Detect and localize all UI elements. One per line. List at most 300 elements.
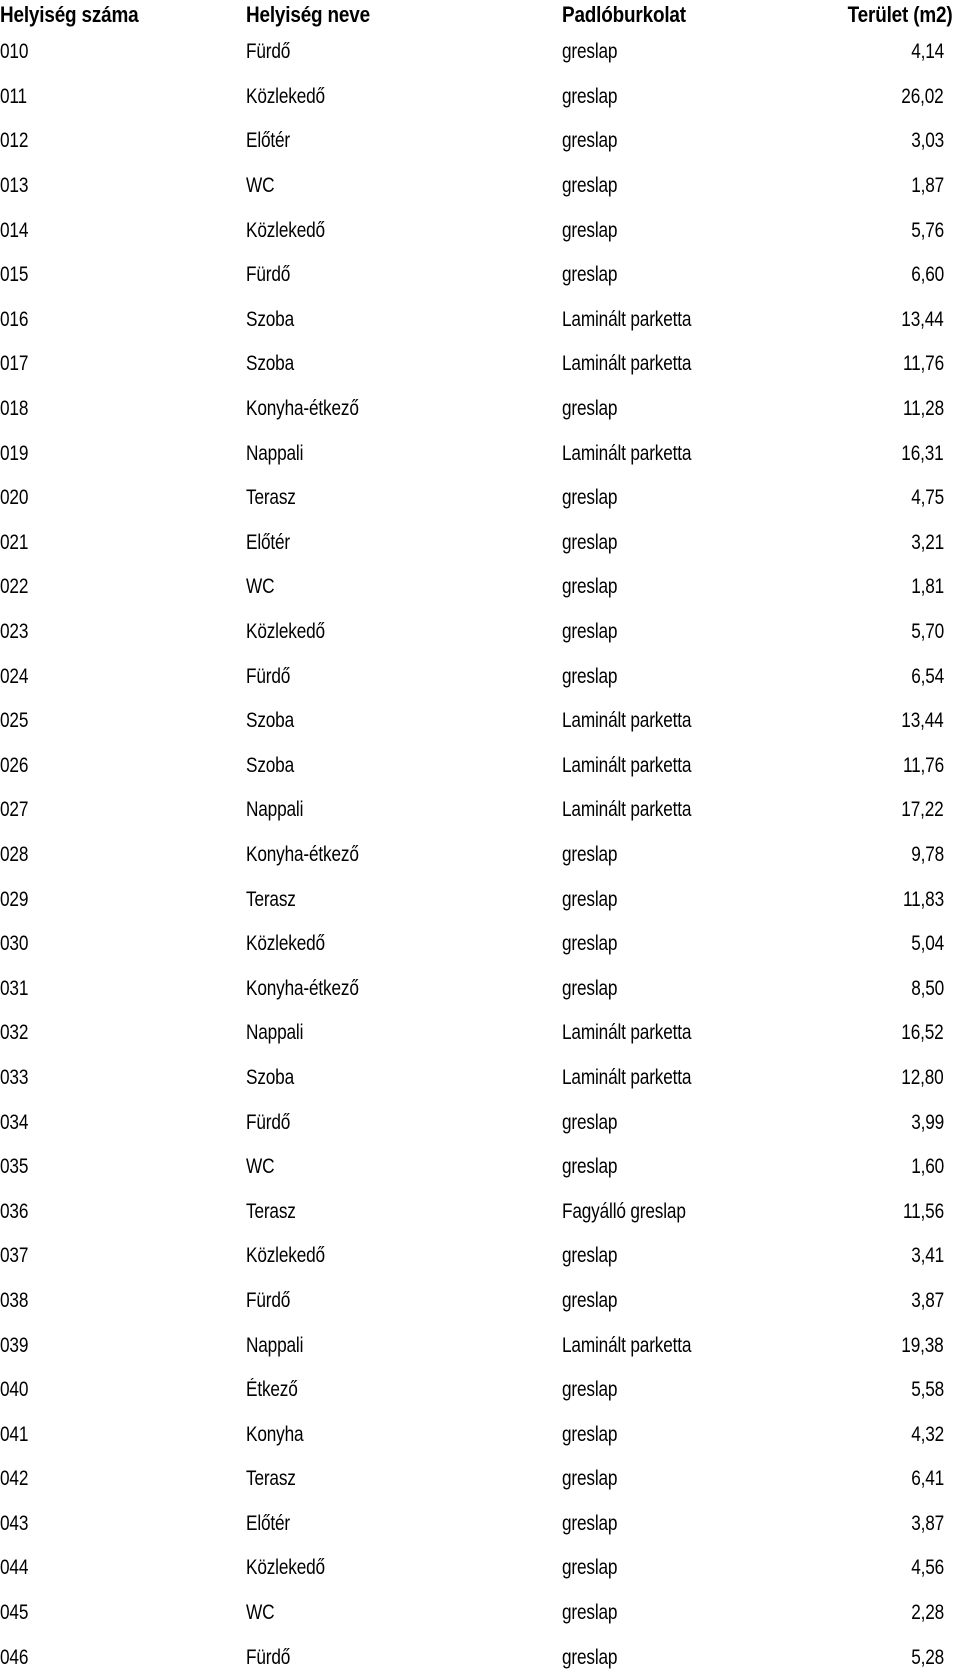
header-row <box>0 0 944 30</box>
room-number-cell-text: 045 <box>0 1601 29 1625</box>
room-name-cell-text: WC <box>246 1155 275 1179</box>
area-cell-text: 6,60 <box>911 263 944 287</box>
room-number-cell-text: 034 <box>0 1110 29 1134</box>
floor-covering-cell <box>562 1100 832 1145</box>
room-number-cell-text: 046 <box>0 1645 29 1669</box>
floor-covering-cell <box>562 298 832 343</box>
table-row <box>0 342 944 387</box>
floor-covering-cell <box>562 1145 832 1190</box>
room-number-cell <box>0 1279 246 1324</box>
area-cell-text: 5,76 <box>911 218 944 242</box>
room-number-cell <box>0 253 246 298</box>
room-number-cell-text: 010 <box>0 40 29 64</box>
room-number-cell <box>0 833 246 878</box>
room-number-cell <box>0 1591 246 1636</box>
floor-covering-cell <box>562 1279 832 1324</box>
room-name-cell <box>246 922 562 967</box>
area-cell-text: 11,76 <box>903 753 944 777</box>
table-row <box>0 699 944 744</box>
table-row <box>0 521 944 566</box>
floor-covering-cell <box>562 75 832 120</box>
floor-covering-cell-text: greslap <box>562 1288 618 1312</box>
floor-covering-cell-text: Laminált parketta <box>562 1021 692 1045</box>
table-row <box>0 1189 944 1234</box>
room-number-cell <box>0 1189 246 1234</box>
room-number-cell <box>0 431 246 476</box>
area-cell <box>832 1189 944 1234</box>
table-row <box>0 1323 944 1368</box>
area-cell-text: 2,28 <box>911 1601 944 1625</box>
floor-covering-cell <box>562 119 832 164</box>
room-name-cell <box>246 1279 562 1324</box>
area-cell <box>832 119 944 164</box>
header-room-number: Helyiség száma <box>0 2 139 27</box>
room-name-cell-text: Közlekedő <box>246 1556 325 1580</box>
area-cell-text: 12,80 <box>901 1065 944 1089</box>
floor-covering-cell-text: Fagyálló greslap <box>562 1199 686 1223</box>
room-number-cell <box>0 1635 246 1680</box>
room-name-cell-text: Nappali <box>246 1021 304 1045</box>
table-row <box>0 164 944 209</box>
room-name-cell <box>246 1100 562 1145</box>
room-name-cell-text: Szoba <box>246 352 295 376</box>
room-number-cell <box>0 610 246 655</box>
room-number-cell-text: 014 <box>0 218 29 242</box>
room-number-cell-text: 035 <box>0 1155 29 1179</box>
table-row <box>0 966 944 1011</box>
table-row <box>0 1234 944 1279</box>
room-number-cell <box>0 1056 246 1101</box>
area-cell <box>832 565 944 610</box>
area-cell-text: 3,87 <box>911 1511 944 1535</box>
room-number-cell-text: 015 <box>0 263 29 287</box>
room-name-cell <box>246 610 562 655</box>
room-number-cell-text: 029 <box>0 887 29 911</box>
area-cell <box>832 1100 944 1145</box>
table-row <box>0 119 944 164</box>
floor-covering-cell <box>562 922 832 967</box>
area-cell <box>832 966 944 1011</box>
floor-covering-cell-text: greslap <box>562 575 618 599</box>
area-cell-text: 17,22 <box>901 798 944 822</box>
area-cell <box>832 476 944 521</box>
room-number-cell-text: 018 <box>0 397 29 421</box>
floor-covering-cell-text: greslap <box>562 1244 618 1268</box>
floor-covering-cell-text: greslap <box>562 620 618 644</box>
floor-covering-cell <box>562 1189 832 1234</box>
room-name-cell <box>246 699 562 744</box>
room-number-cell <box>0 699 246 744</box>
area-cell <box>832 1546 944 1591</box>
area-cell-text: 5,04 <box>911 932 944 956</box>
room-number-cell <box>0 654 246 699</box>
room-number-cell <box>0 922 246 967</box>
floor-covering-cell-text: greslap <box>562 218 618 242</box>
area-cell-text: 11,28 <box>903 397 944 421</box>
room-number-cell-text: 032 <box>0 1021 29 1045</box>
area-cell <box>832 1457 944 1502</box>
room-name-cell-text: Közlekedő <box>246 84 325 108</box>
room-number-cell-text: 044 <box>0 1556 29 1580</box>
area-cell <box>832 521 944 566</box>
area-cell-text: 11,83 <box>903 887 944 911</box>
room-name-cell <box>246 1011 562 1056</box>
room-number-cell-text: 043 <box>0 1511 29 1535</box>
room-number-cell <box>0 1234 246 1279</box>
table-row <box>0 431 944 476</box>
table-row <box>0 610 944 655</box>
room-name-cell-text: Közlekedő <box>246 932 325 956</box>
area-cell <box>832 75 944 120</box>
room-name-cell <box>246 431 562 476</box>
floor-covering-cell <box>562 1234 832 1279</box>
room-number-cell-text: 011 <box>0 84 27 108</box>
room-number-cell-text: 036 <box>0 1199 29 1223</box>
table-row <box>0 1412 944 1457</box>
header-room-name: Helyiség neve <box>246 2 370 27</box>
floor-covering-cell <box>562 1591 832 1636</box>
room-name-cell-text: Közlekedő <box>246 1244 325 1268</box>
area-cell <box>832 431 944 476</box>
table-row <box>0 788 944 833</box>
room-name-cell-text: Konyha <box>246 1422 304 1446</box>
floor-covering-cell <box>562 1635 832 1680</box>
floor-covering-cell <box>562 1368 832 1413</box>
room-name-cell <box>246 164 562 209</box>
area-cell-text: 4,75 <box>911 486 944 510</box>
room-name-cell <box>246 565 562 610</box>
room-number-cell <box>0 966 246 1011</box>
area-cell-text: 13,44 <box>901 307 944 331</box>
room-name-cell <box>246 1635 562 1680</box>
room-number-cell <box>0 164 246 209</box>
floor-covering-cell-text: Laminált parketta <box>562 1333 692 1357</box>
room-number-cell-text: 022 <box>0 575 29 599</box>
area-cell-text: 11,76 <box>903 352 944 376</box>
area-cell-text: 4,14 <box>911 40 944 64</box>
area-cell <box>832 164 944 209</box>
room-name-cell <box>246 966 562 1011</box>
room-number-cell-text: 012 <box>0 129 29 153</box>
floor-covering-cell-text: greslap <box>562 486 618 510</box>
room-name-cell <box>246 1234 562 1279</box>
area-cell <box>832 1368 944 1413</box>
room-number-cell-text: 038 <box>0 1288 29 1312</box>
area-cell-text: 5,58 <box>911 1378 944 1402</box>
area-cell <box>832 744 944 789</box>
room-number-cell-text: 030 <box>0 932 29 956</box>
room-name-cell <box>246 1502 562 1547</box>
room-name-cell-text: Szoba <box>246 753 295 777</box>
area-cell-text: 6,41 <box>911 1467 944 1491</box>
area-cell-text: 19,38 <box>901 1333 944 1357</box>
room-number-cell <box>0 75 246 120</box>
room-number-cell-text: 027 <box>0 798 29 822</box>
header-area: Terület (m2) <box>847 2 953 27</box>
room-number-cell <box>0 877 246 922</box>
floor-covering-cell-text: greslap <box>562 1155 618 1179</box>
room-name-cell-text: Közlekedő <box>246 620 325 644</box>
floor-covering-cell <box>562 476 832 521</box>
table-row <box>0 1100 944 1145</box>
room-name-cell-text: Étkező <box>246 1378 298 1402</box>
room-name-cell <box>246 1145 562 1190</box>
table-row <box>0 253 944 298</box>
room-name-cell-text: WC <box>246 1601 275 1625</box>
area-cell <box>832 877 944 922</box>
room-name-cell-text: Fürdő <box>246 1288 291 1312</box>
table-row <box>0 1145 944 1190</box>
room-name-cell-text: Előtér <box>246 530 291 554</box>
area-cell-text: 3,41 <box>911 1244 944 1268</box>
table-row <box>0 208 944 253</box>
floor-covering-cell <box>562 387 832 432</box>
floor-covering-cell-text: Laminált parketta <box>562 1065 692 1089</box>
table-row <box>0 1591 944 1636</box>
room-name-cell-text: Fürdő <box>246 263 291 287</box>
floor-covering-cell-text: Laminált parketta <box>562 753 692 777</box>
area-cell <box>832 1056 944 1101</box>
room-name-cell-text: WC <box>246 575 275 599</box>
table-row <box>0 1635 944 1680</box>
room-number-cell-text: 033 <box>0 1065 29 1089</box>
room-number-cell-text: 023 <box>0 620 29 644</box>
area-cell <box>832 1412 944 1457</box>
room-name-cell-text: Szoba <box>246 307 295 331</box>
floor-covering-cell <box>562 253 832 298</box>
area-cell-text: 1,81 <box>911 575 944 599</box>
table-row <box>0 1056 944 1101</box>
area-cell <box>832 654 944 699</box>
floor-covering-cell-text: Laminált parketta <box>562 307 692 331</box>
room-number-cell-text: 031 <box>0 976 29 1000</box>
floor-covering-cell <box>562 1011 832 1056</box>
room-name-cell <box>246 75 562 120</box>
floor-covering-cell-text: greslap <box>562 129 618 153</box>
area-cell-text: 1,87 <box>911 174 944 198</box>
area-cell <box>832 298 944 343</box>
floor-covering-cell <box>562 699 832 744</box>
floor-covering-cell <box>562 521 832 566</box>
room-number-cell-text: 037 <box>0 1244 29 1268</box>
room-name-cell-text: Nappali <box>246 1333 304 1357</box>
room-number-cell-text: 025 <box>0 709 29 733</box>
table-row <box>0 75 944 120</box>
area-cell <box>832 1591 944 1636</box>
area-cell-text: 5,28 <box>911 1645 944 1669</box>
room-name-cell-text: Konyha-étkező <box>246 397 359 421</box>
room-number-cell-text: 028 <box>0 842 29 866</box>
room-name-cell-text: Fürdő <box>246 1645 291 1669</box>
room-name-cell <box>246 342 562 387</box>
room-name-cell <box>246 476 562 521</box>
floor-covering-cell-text: Laminált parketta <box>562 798 692 822</box>
room-number-cell <box>0 1100 246 1145</box>
floor-covering-cell <box>562 431 832 476</box>
area-cell <box>832 387 944 432</box>
floor-covering-cell <box>562 30 832 75</box>
room-number-cell <box>0 342 246 387</box>
room-number-cell <box>0 387 246 432</box>
room-number-cell-text: 019 <box>0 441 29 465</box>
table-row <box>0 1546 944 1591</box>
room-name-cell <box>246 654 562 699</box>
floor-covering-cell <box>562 1323 832 1368</box>
floor-covering-cell-text: greslap <box>562 40 618 64</box>
floor-covering-cell-text: greslap <box>562 84 618 108</box>
floor-covering-cell <box>562 744 832 789</box>
floor-covering-cell-text: Laminált parketta <box>562 709 692 733</box>
room-name-cell <box>246 298 562 343</box>
area-cell <box>832 922 944 967</box>
room-number-cell-text: 041 <box>0 1422 29 1446</box>
floor-covering-cell-text: greslap <box>562 1110 618 1134</box>
room-name-cell <box>246 119 562 164</box>
floor-covering-cell <box>562 877 832 922</box>
room-number-cell <box>0 30 246 75</box>
table-row <box>0 833 944 878</box>
table-row <box>0 922 944 967</box>
room-number-cell <box>0 1368 246 1413</box>
room-name-cell <box>246 208 562 253</box>
area-cell <box>832 699 944 744</box>
area-cell-text: 11,56 <box>903 1199 944 1223</box>
room-name-cell-text: Terasz <box>246 1199 296 1223</box>
room-name-cell <box>246 387 562 432</box>
table-row <box>0 1457 944 1502</box>
area-cell-text: 4,56 <box>911 1556 944 1580</box>
room-number-cell-text: 024 <box>0 664 29 688</box>
floor-covering-cell <box>562 1546 832 1591</box>
floor-covering-cell-text: greslap <box>562 397 618 421</box>
table-row <box>0 298 944 343</box>
area-cell-text: 16,31 <box>901 441 944 465</box>
floor-covering-cell-text: greslap <box>562 887 618 911</box>
floor-covering-cell-text: greslap <box>562 1378 618 1402</box>
room-name-cell <box>246 1189 562 1234</box>
area-cell-text: 3,99 <box>911 1110 944 1134</box>
room-number-cell <box>0 788 246 833</box>
floor-covering-cell <box>562 565 832 610</box>
floor-covering-cell-text: Laminált parketta <box>562 441 692 465</box>
room-name-cell-text: Előtér <box>246 129 291 153</box>
area-cell-text: 6,54 <box>911 664 944 688</box>
area-cell <box>832 1323 944 1368</box>
floor-covering-cell-text: greslap <box>562 174 618 198</box>
floor-covering-cell-text: greslap <box>562 664 618 688</box>
room-name-cell-text: Terasz <box>246 486 296 510</box>
floor-covering-cell <box>562 610 832 655</box>
room-number-cell <box>0 565 246 610</box>
floor-covering-cell-text: greslap <box>562 263 618 287</box>
room-name-cell <box>246 1056 562 1101</box>
table-row <box>0 565 944 610</box>
room-name-cell-text: Terasz <box>246 1467 296 1491</box>
room-name-cell <box>246 1457 562 1502</box>
table-row <box>0 387 944 432</box>
room-name-cell <box>246 788 562 833</box>
room-number-cell-text: 013 <box>0 174 29 198</box>
floor-covering-cell <box>562 966 832 1011</box>
floor-covering-cell <box>562 1502 832 1547</box>
room-number-cell-text: 026 <box>0 753 29 777</box>
room-name-cell <box>246 1323 562 1368</box>
floor-covering-cell <box>562 1457 832 1502</box>
floor-covering-cell-text: Laminált parketta <box>562 352 692 376</box>
table-row <box>0 654 944 699</box>
table-row <box>0 30 944 75</box>
room-name-cell <box>246 833 562 878</box>
room-name-cell <box>246 744 562 789</box>
area-cell <box>832 1635 944 1680</box>
floor-covering-cell <box>562 208 832 253</box>
room-name-cell-text: Fürdő <box>246 1110 291 1134</box>
room-name-cell-text: Szoba <box>246 709 295 733</box>
room-name-cell <box>246 1546 562 1591</box>
room-number-cell-text: 020 <box>0 486 29 510</box>
room-number-cell <box>0 1145 246 1190</box>
room-name-cell <box>246 521 562 566</box>
floor-covering-cell-text: greslap <box>562 842 618 866</box>
room-name-cell-text: Konyha-étkező <box>246 842 359 866</box>
room-number-cell-text: 016 <box>0 307 29 331</box>
room-name-cell-text: Fürdő <box>246 40 291 64</box>
room-number-cell <box>0 521 246 566</box>
room-number-cell <box>0 1011 246 1056</box>
room-number-cell <box>0 1546 246 1591</box>
floor-covering-cell-text: greslap <box>562 1556 618 1580</box>
area-cell-text: 5,70 <box>911 620 944 644</box>
floor-covering-cell <box>562 1412 832 1457</box>
floor-covering-cell-text: greslap <box>562 530 618 554</box>
area-cell-text: 13,44 <box>901 709 944 733</box>
floor-covering-cell <box>562 654 832 699</box>
floor-covering-cell <box>562 342 832 387</box>
floor-covering-cell-text: greslap <box>562 976 618 1000</box>
area-cell-text: 8,50 <box>911 976 944 1000</box>
area-cell <box>832 1279 944 1324</box>
room-name-cell <box>246 1412 562 1457</box>
floor-covering-cell-text: greslap <box>562 1422 618 1446</box>
room-name-cell <box>246 877 562 922</box>
area-cell <box>832 1011 944 1056</box>
room-name-cell-text: Terasz <box>246 887 296 911</box>
floor-covering-cell <box>562 1056 832 1101</box>
room-name-cell <box>246 1591 562 1636</box>
room-name-cell-text: Előtér <box>246 1511 291 1535</box>
floor-covering-cell <box>562 164 832 209</box>
area-cell <box>832 253 944 298</box>
room-number-cell <box>0 1323 246 1368</box>
room-name-cell-text: Szoba <box>246 1065 295 1089</box>
room-number-cell-text: 021 <box>0 530 29 554</box>
floor-covering-cell-text: greslap <box>562 1645 618 1669</box>
area-cell <box>832 833 944 878</box>
area-cell <box>832 208 944 253</box>
table-row <box>0 1368 944 1413</box>
table-row <box>0 1502 944 1547</box>
floor-covering-cell-text: greslap <box>562 1601 618 1625</box>
area-cell <box>832 342 944 387</box>
room-number-cell-text: 017 <box>0 352 29 376</box>
floor-covering-cell <box>562 788 832 833</box>
room-number-cell <box>0 476 246 521</box>
area-cell <box>832 788 944 833</box>
room-name-cell-text: Nappali <box>246 798 304 822</box>
room-name-cell-text: Nappali <box>246 441 304 465</box>
floor-covering-cell-text: greslap <box>562 1467 618 1491</box>
area-cell-text: 26,02 <box>901 84 944 108</box>
